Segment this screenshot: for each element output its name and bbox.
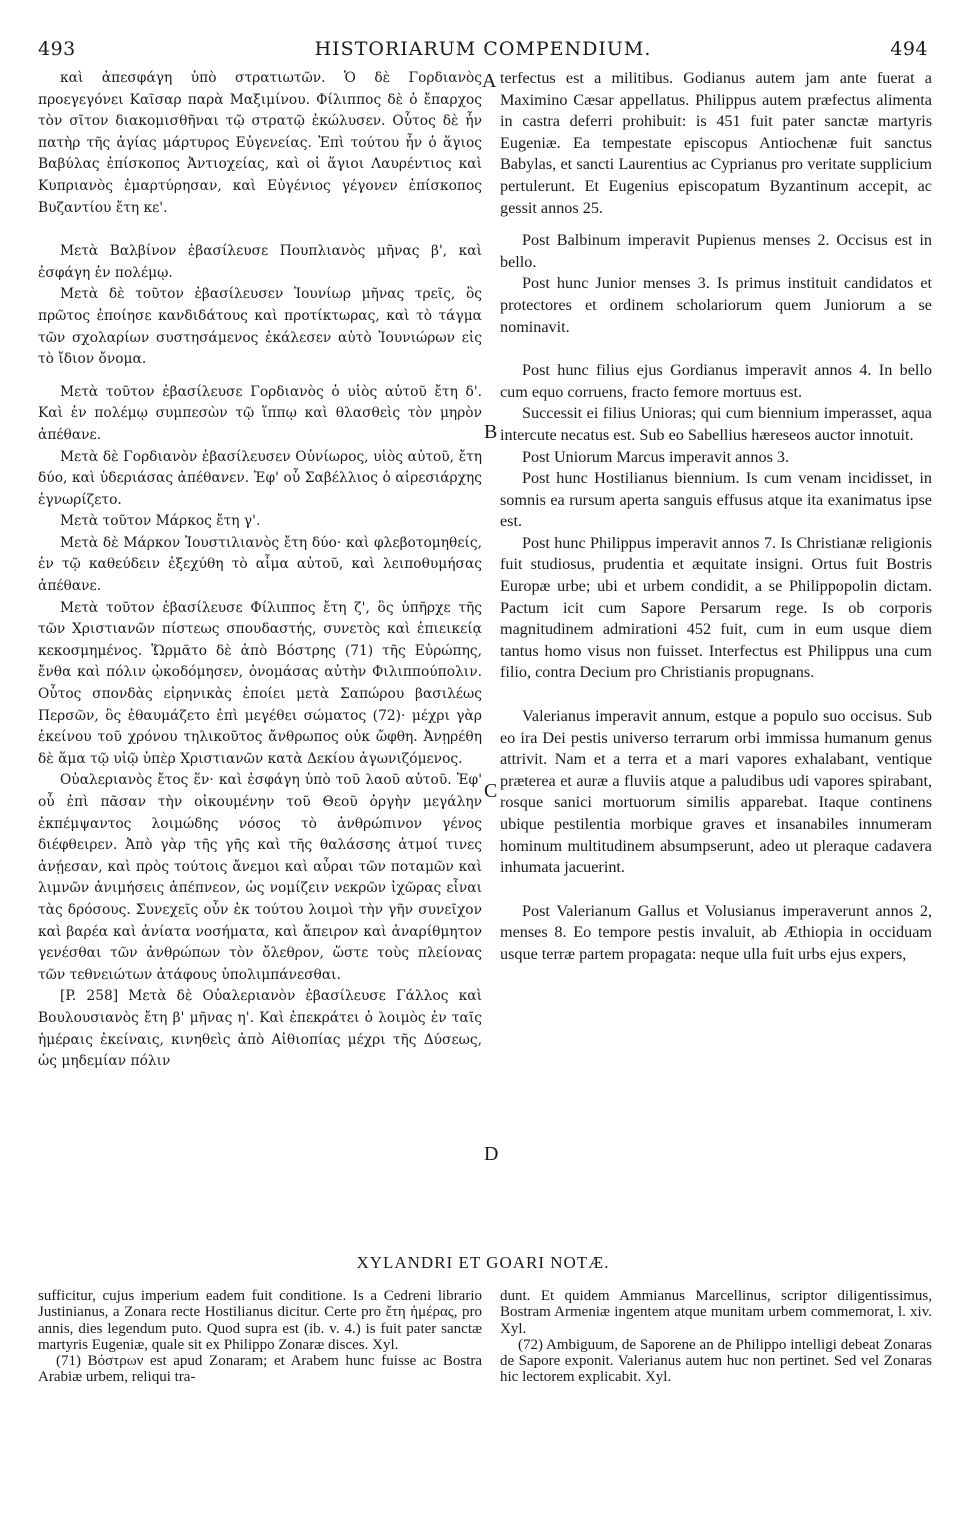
latin-paragraph: Successit ei filius Unioras; qui cum biennium imperasset, aqua intercute necatus est. Sub eo Sabellius hæreseos auctor innotuit. [500,404,932,444]
running-header [38,38,928,66]
greek-paragraph: [P. 258] Μετὰ δὲ Οὐαλεριανὸν ἐβασίλευσε Γάλλος καὶ Βουλουσιανὸς ἔτη β' μῆνας η'. Καὶ ἐπεκράτει ὁ λοιμὸς ἐν ταῖς ἡμέραις ἐκείναις, κινηθεὶς ἀπὸ Αἰθιοπίας μέχρι τῆς Δύσεως, ὡς μηδεμίαν πόλιν [38,988,482,1070]
greek-paragraph: Οὐαλεριανὸς ἔτος ἕν· καὶ ἐσφάγη ὑπὸ τοῦ λαοῦ αὐτοῦ. Ἐφ' οὗ ἐπὶ πᾶσαν τὴν οἰκουμένην τοῦ Θεοῦ ὀργὴν μεγάλην ἐκπέμψαντος λοιμώδης νόσος τὸ ἀνθρώπινον γένος διέφθειρεν. Ἀπὸ γὰρ τῆς γῆς καὶ τῆς θαλάσσης ἀτμοί τινες ἀνῄεσαν, καὶ πρὸς τούτοις ἄνεμοι καὶ αὖραι τῶν ποταμῶν καὶ λιμνῶν ἀνιμήσεις ἀπέπνεον, ὡς νομίζειν νεκρῶν ἰχῶρας εἶναι τὰς δρόσους. Συνεχεῖς οὖν ἐκ τούτου λοιμοὶ τὴν γῆν συνεῖχον καὶ βαρέα καὶ ἀνίατα νοσήματα, καὶ ἄπειρον καὶ ἀναρίθμητον γενέσθαι τῶν ἀνθρώπων τὸν ὄλεθρον, ὥστε τοὺς πλείονας τῶν τεθνειώτων ἀτάφους ὑπολιμπάνεσθαι. [38,772,482,983]
latin-paragraph: Post Balbinum imperavit Pupienus menses 2. Occisus est in bello. [500,231,932,271]
latin-paragraph: Post hunc Hostilianus biennium. Is cum venam incidisset, in somnis ea rursum aperta sanguis effusus atque ita exanimatus ipse est. [500,469,932,531]
greek-paragraph: καὶ ἀπεσφάγη ὑπὸ στρατιωτῶν. Ὁ δὲ Γορδιανὸς προεγεγόνει Καῖσαρ παρὰ Μαξιμίνου. Φίλιππος δὲ ὁ ἔπαρχος τὸν σῖτον διακομισθῆναι τῷ στρατῷ ἐκώλυσεν. Οὗτος δὲ ἦν πατὴρ τῆς ἁγίας μάρτυρος Εὐγενείας. Ἐπὶ τούτου ἦν ὁ ἅγιος Βαβύλας ἐπίσκοπος Ἀντιοχείας, καὶ οἱ ἅγιοι Λαυρέντιος καὶ Κυπριανὸς ἐμαρτύρησαν, καὶ Εὐγένιος γέγονεν ἐπίσκοπος Βυζαντίου ἔτη κε'. [38,70,482,216]
notes-right-column [500,1288,932,1386]
note-paragraph: (72) Ambiguum, de Saporene an de Philippo intelligi debeat Zonaras de Sapore exponit. Valerianus autem huc non pertinet. Sed vel Zonaras hic lectorem explicabit. Xyl. [500,1336,932,1386]
notes-heading: XYLANDRI ET GOARI NOTÆ. [356,1253,610,1272]
greek-paragraph: Μετὰ δὲ Γορδιανὸν ἐβασίλευσεν Οὐνίωρος, υἱὸς αὐτοῦ, ἔτη δύο, καὶ ὑδεριάσας ἀπέθανεν. Ἐφ' οὗ Σαβέλλιος ὁ αἱρεσιάρχης ἐγνωρίζετο. [38,448,482,508]
latin-paragraph: Post hunc filius ejus Gordianus imperavit annos 4. In bello cum equo corruens, fracto femore mortuus est. [500,361,932,401]
latin-paragraph: Post hunc Junior menses 3. Is primus instituit candidatos et protectores et ordinem scholariorum quem Juniorum a se nominavit. [500,274,932,336]
latin-paragraph: Valerianus imperavit annum, estque a populo suo occisus. Sub eo ira Dei pestis universo terrarum orbi immissa humanum genus attrivit. Nam et a terra et a mari vapores exhalabant, ventique præterea et auræ a fluviis atque a paludibus udi vapores spirabant, rosque sanici mortuorum similis apparebat. Itaque continens ubique pestilentia morbique graves et insanabiles innumeram hominum multitudinem absumpserunt, adeo ut pleraque cadavera inhumata jacuerint. [500,707,932,877]
greek-paragraph: Μετὰ τοῦτον Μάρκος ἔτη γ'. [60,513,261,530]
notes-left-column [38,1288,482,1386]
greek-paragraph: Μετὰ δὲ τοῦτον ἐβασίλευσεν Ἰουνίωρ μῆνας τρεῖς, ὃς πρῶτος ἐποίησε κανδιδάτους καὶ προτίκτωρας, καὶ τὸ τάγμα τῶν σχολαρίων συστησάμενος ἐκάλεσεν αὐτὸ Ἰουνιώρων εἰς τὸ ἴδιον ὄνομα. [38,286,482,368]
latin-paragraph: Post hunc Philippus imperavit annos 7. Is Christianæ religionis fuit studiosus, prudentia et æquitate insigni. Ortus fuit Bostris Europæ urbe; ubi et urbem condidit, a se Philippopolin dictam. Pactum icit cum Sapore Persarum rege. Is ob corporis magnitudinem admirationi 452 fuit, cum in eum usque diem tantus homo visus non fuisset. Interfectus est Philippus una cum filio, contra Decium pro Christianis propugnans. [500,533,932,682]
note-paragraph: sufficitur, cujus imperium eadem fuit conditione. Is a Cedreni librario Justinianus, a Zonara recte Hostilianus dicitur. Certe pro ἔτη ἡμέρας, pro annis, dies legendum puto. Quod supra est (ib. v. 4.) is fuit pater sanctæ martyris Eugeniæ, quale sit ex Philippo Zonaræ disces. Xyl. [38,1288,482,1353]
note-paragraph: (71) Βόστρων est apud Zonaram; et Arabem hunc fuisse ac Bostra Arabiæ urbem, reliqui tra- [38,1353,482,1386]
latin-paragraph: Post Uniorum Marcus imperavit annos 3. [522,447,790,466]
page-number-right: 494 [890,38,928,60]
page-number-left: 493 [38,38,76,60]
greek-column [38,68,482,1073]
latin-paragraph: terfectus est a militibus. Godianus autem jam ante fuerat a Maximino Cæsar appellatus. Philippus autem præfectus alimenta in castra deferri prohibuit: is 451 fuit pater sanctæ martyris Eugeniæ. Ea tempestate episcopus Antiochenæ fuit sanctus Babylas, et sancti Laurentius ac Cyprianus pro veritate supplicium pertulerunt. Et Eugenius episcopatum Byzantinum accepit, ac gessit annos 25. [500,69,932,217]
greek-paragraph: Μετὰ δὲ Μάρκον Ἰουστιλιανὸς ἔτη δύο· καὶ φλεβοτομηθείς, ἐν τῷ καθεύδειν ἐξεχύθη τὸ αἷμα αὐτοῦ, καὶ λειποθυμήσας ἀπέθανε. [38,534,482,595]
section-marker-b: B [484,421,498,443]
greek-paragraph: Μετὰ τοῦτον ἐβασίλευσε Φίλιππος ἔτη ζ', ὃς ὑπῆρχε τῆς τῶν Χριστιανῶν πίστεως σπουδαστής, συνετὸς καὶ ἐπιεικείᾳ κεκοσμημένος. Ὥρμᾶτο δὲ ἀπὸ Βόστρης (71) τῆς Εὐρώπης, ἔνθα καὶ πόλιν ᾠκοδόμησεν, ὀνομάσας αὐτὴν Φιλιππούπολιν. Οὗτος σπονδὰς εἰρηνικὰς ἐποίει μετὰ Σαπώρου βασιλέως Περσῶν, ὃς ἐθαυμάζετο ἐπὶ μεγέθει σώματος (72)· μέχρι γὰρ ἐκείνου τοῦ χρόνου τηλικοῦτος ἄνθρωπος οὐκ ὤφθη. Ἀνῃρέθη δὲ ἅμα τῷ υἱῷ ὑπὲρ Χριστιανῶν κατὰ Δεκίου ἀγωνιζόμενος. [38,599,482,767]
greek-paragraph: Μετὰ τοῦτον ἐβασίλευσε Γορδιανὸς ὁ υἱὸς αὐτοῦ ἔτη δ'. Καὶ ἐν πολέμῳ συμπεσὼν τῷ ἵππῳ καὶ θλασθεὶς τὸν μηρὸν ἀπέθανε. [38,383,482,443]
section-marker-c: C [484,780,498,802]
greek-paragraph: Μετὰ Βαλβίνον ἐβασίλευσε Πουπλιανὸς μῆνας β', καὶ ἐσφάγη ἐν πολέμῳ. [38,243,482,281]
latin-paragraph: Post Valerianum Gallus et Volusianus imperaverunt annos 2, menses 8. Eo tempore pestis invaluit, ab Æthiopia in occiduam usque terræ partem propagata: neque ulla fuit urbs ejus expers, [500,901,932,963]
latin-column [500,68,932,966]
note-paragraph: dunt. Et quidem Ammianus Marcellinus, scriptor diligentissimus, Bostram Armeniæ ingentem atque munitam urbem commemorat, l. xiv. Xyl. [500,1288,932,1337]
section-marker-a: A [482,70,497,92]
running-title: HISTORIARUM COMPENDIUM. [314,38,652,60]
section-marker-d: D [484,1143,499,1165]
